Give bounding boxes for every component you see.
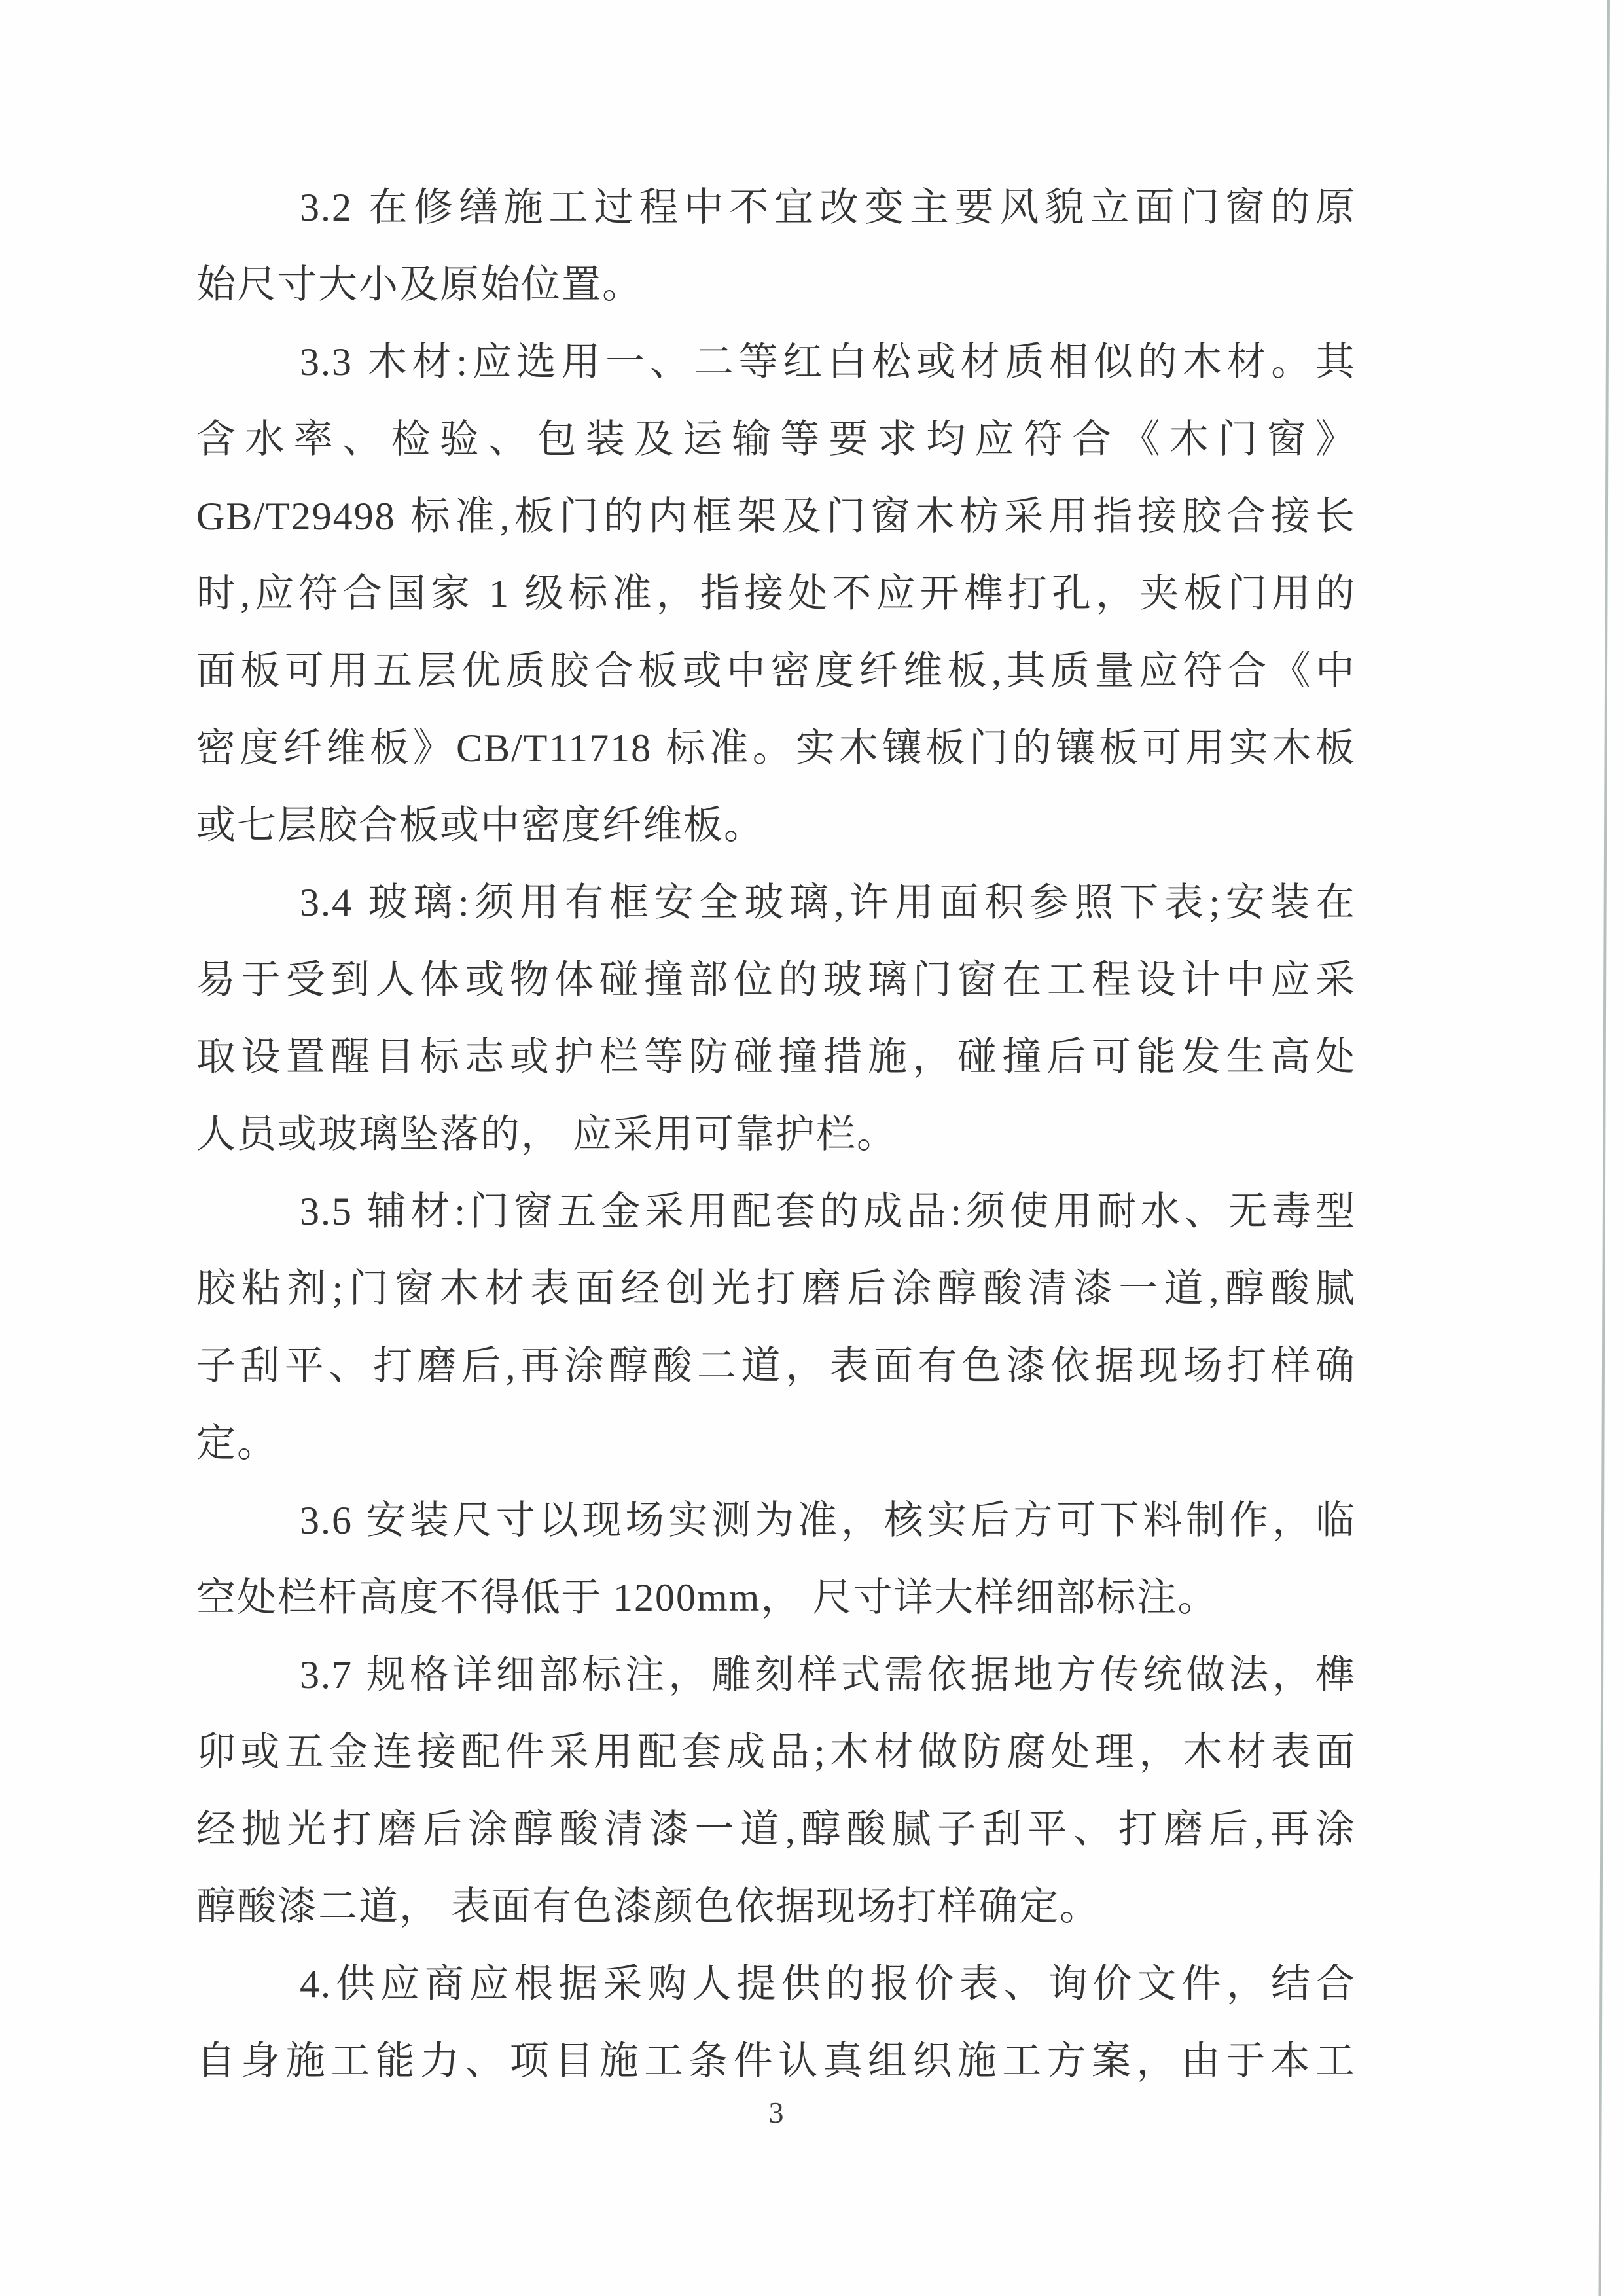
text-line: 3.2 在修缮施工过程中不宜改变主要风貌立面门窗的原 bbox=[300, 186, 1356, 229]
text-line: 始尺寸大小及原始位置。 bbox=[196, 263, 643, 306]
text-line: 含水率、检验、包装及运输等要求均应符合《木门窗》 bbox=[196, 418, 1356, 461]
text-line: 时,应符合国家 1 级标准，指接处不应开榫打孔，夹板门用的 bbox=[196, 572, 1356, 615]
text-line: 经抛光打磨后涂醇酸清漆一道,醇酸腻子刮平、打磨后,再涂 bbox=[196, 1808, 1356, 1851]
text-line: 3.5 辅材:门窗五金采用配套的成品:须使用耐水、无毒型 bbox=[300, 1190, 1356, 1233]
text-line: 取设置醒目标志或护栏等防碰撞措施，碰撞后可能发生高处 bbox=[196, 1035, 1356, 1079]
text-line: 面板可用五层优质胶合板或中密度纤维板,其质量应符合《中 bbox=[196, 649, 1356, 692]
text-line: 4.供应商应根据采购人提供的报价表、询价文件，结合 bbox=[300, 1962, 1356, 2005]
text-line: 易于受到人体或物体碰撞部位的玻璃门窗在工程设计中应采 bbox=[196, 958, 1356, 1001]
text-line: 3.6 安装尺寸以现场实测为准，核实后方可下料制作，临 bbox=[300, 1499, 1356, 1542]
text-line: 自身施工能力、项目施工条件认真组织施工方案，由于本工 bbox=[196, 2039, 1356, 2083]
text-line: GB/T29498 标准,板门的内框架及门窗木枋采用指接胶合接长 bbox=[196, 495, 1356, 538]
scan-artifact-line bbox=[1598, 0, 1610, 2296]
text-line: 密度纤维板》CB/T11718 标准。实木镶板门的镶板可用实木板 bbox=[196, 726, 1356, 770]
text-line: 3.4 玻璃:须用有框安全玻璃,许用面积参照下表;安装在 bbox=[300, 881, 1356, 924]
text-line: 人员或玻璃坠落的， 应采用可靠护栏。 bbox=[196, 1113, 897, 1156]
text-line: 胶粘剂;门窗木材表面经创光打磨后涂醇酸清漆一道,醇酸腻 bbox=[196, 1267, 1356, 1310]
text-line: 3.7 规格详细部标注，雕刻样式需依据地方传统做法，榫 bbox=[300, 1653, 1356, 1696]
page-number: 3 bbox=[768, 2096, 784, 2129]
text-line: 卯或五金连接配件采用配套成品;木材做防腐处理，木材表面 bbox=[196, 1731, 1356, 1774]
text-line: 或七层胶合板或中密度纤维板。 bbox=[196, 804, 764, 847]
text-line: 醇酸漆二道， 表面有色漆颜色依据现场打样确定。 bbox=[196, 1885, 1100, 1928]
text-line: 子刮平、打磨后,再涂醇酸二道，表面有色漆依据现场打样确 bbox=[196, 1344, 1356, 1388]
text-block bbox=[196, 169, 1356, 2100]
text-line: 空处栏杆高度不得低于 1200mm， 尺寸详大样细部标注。 bbox=[196, 1576, 1219, 1619]
text-line: 3.3 木材:应选用一、二等红白松或材质相似的木材。其 bbox=[300, 340, 1356, 384]
text-line: 定。 bbox=[196, 1422, 277, 1465]
